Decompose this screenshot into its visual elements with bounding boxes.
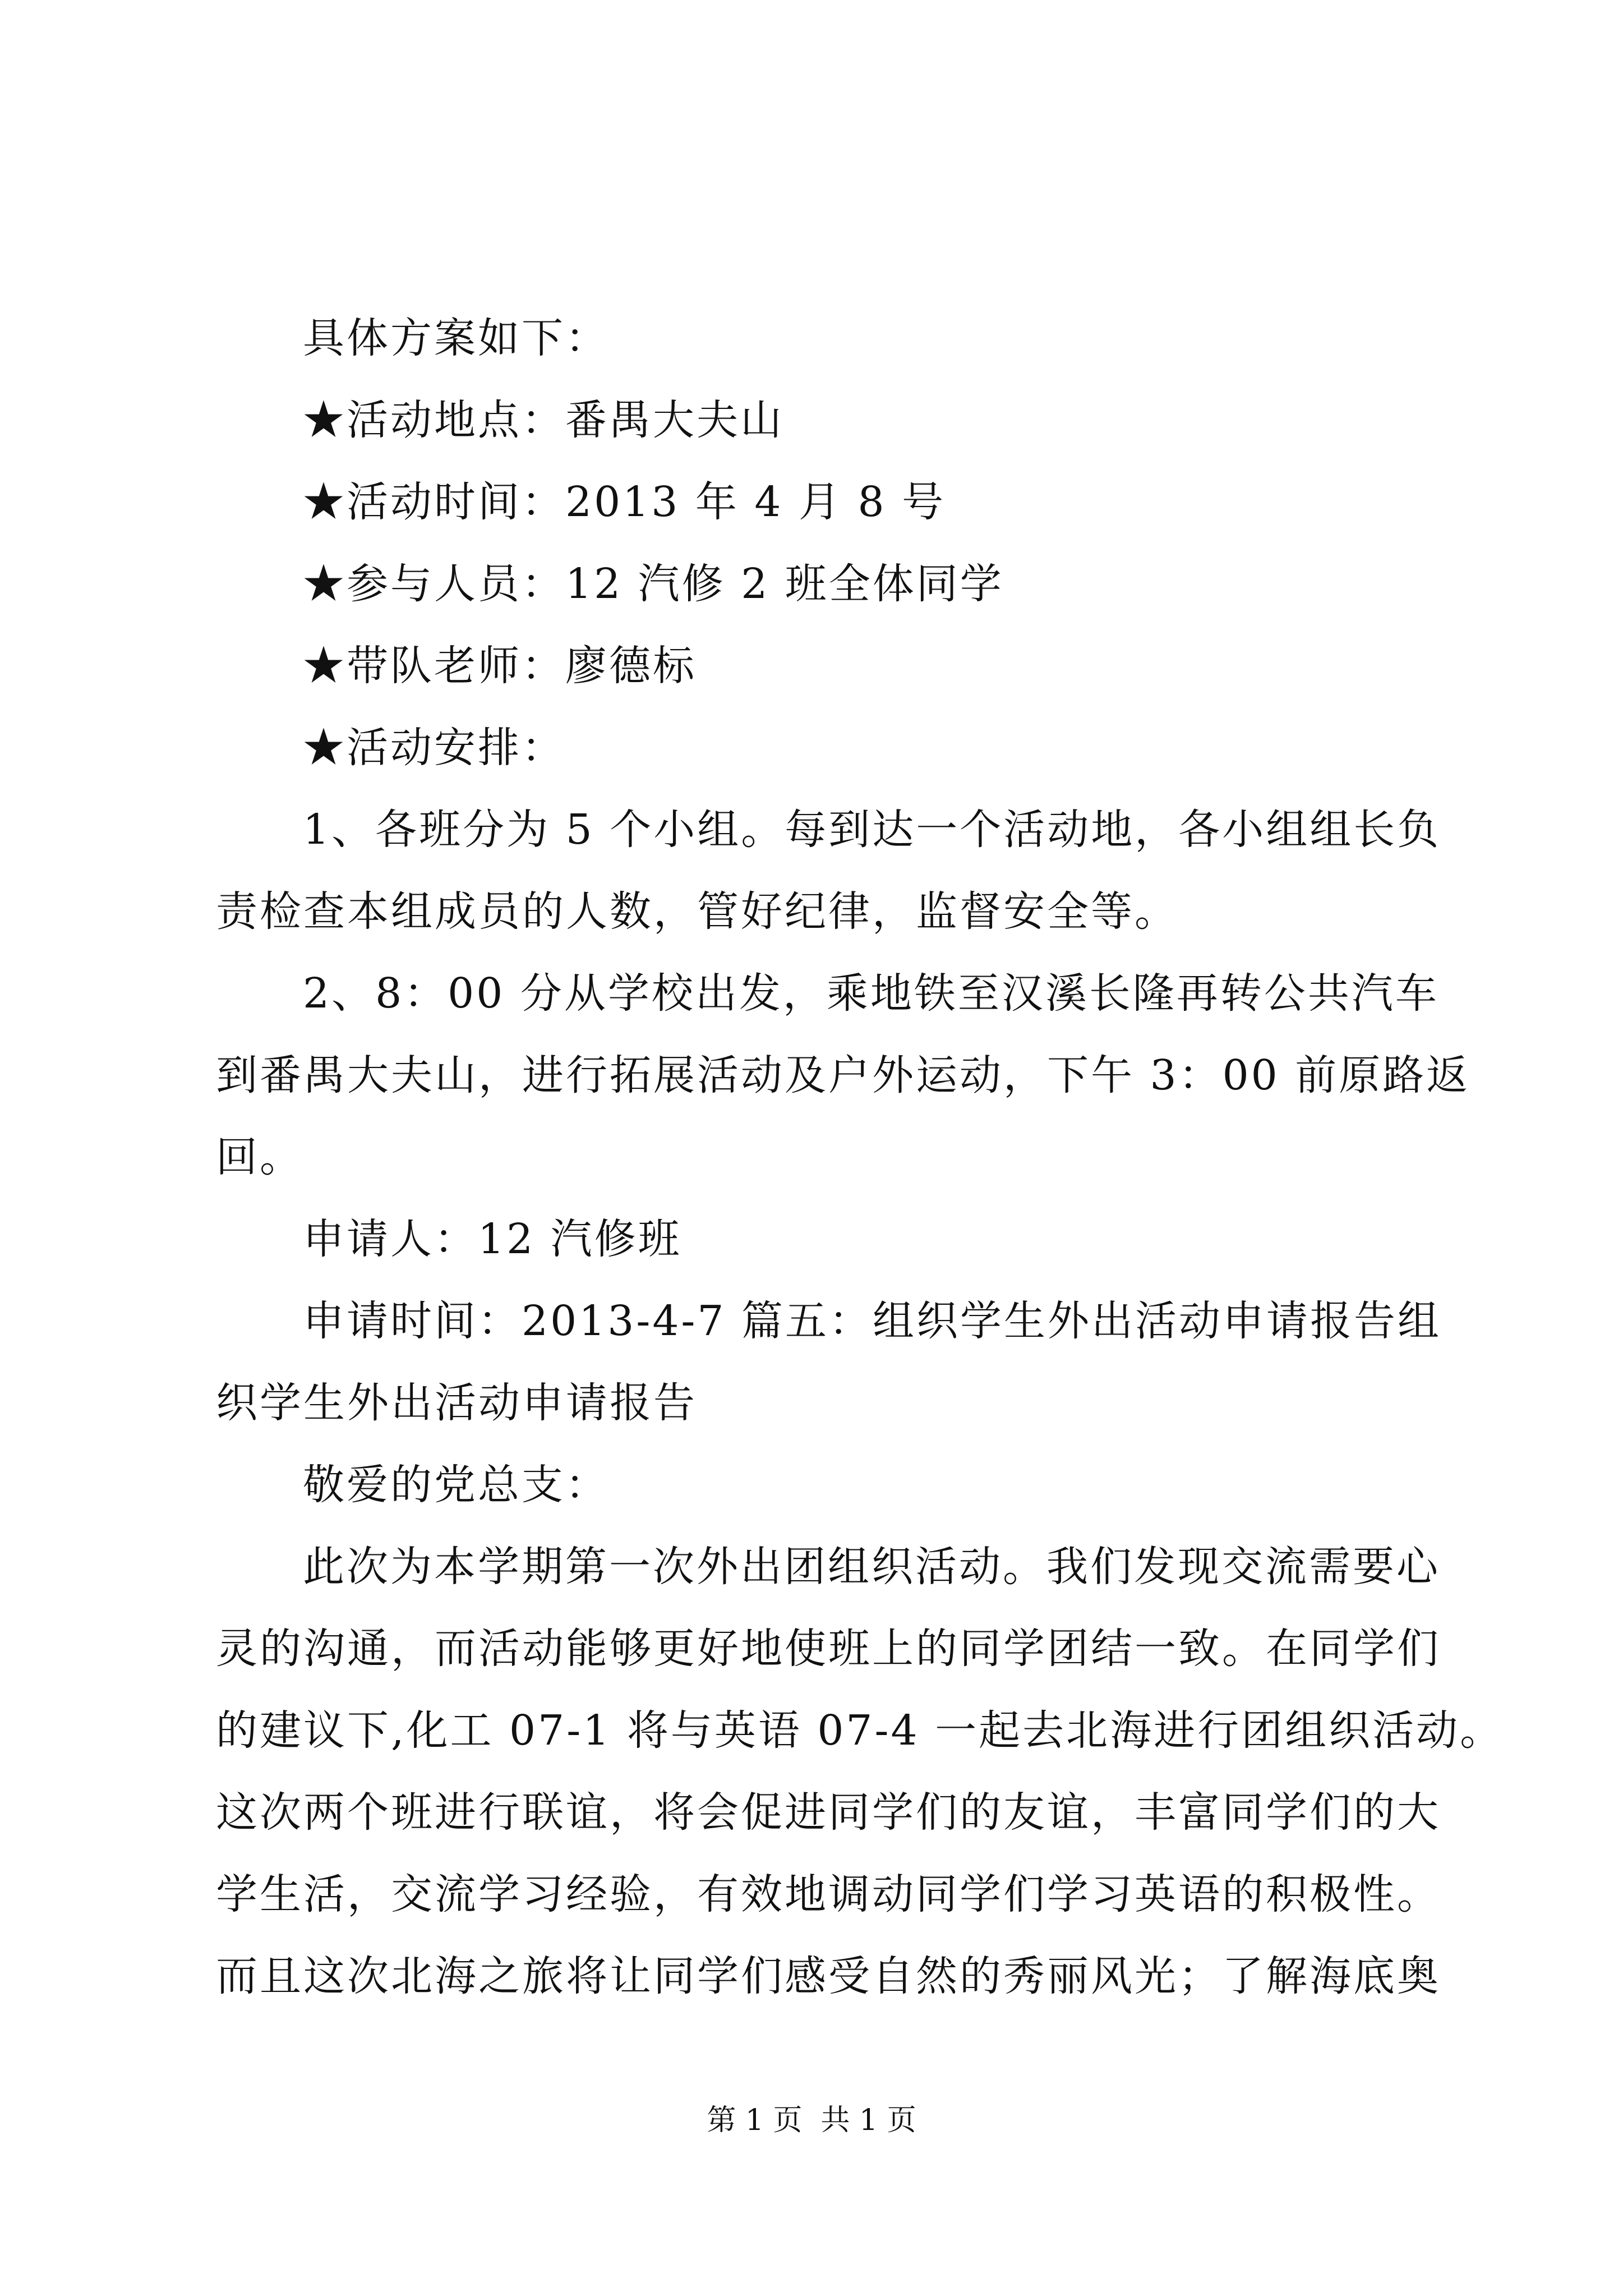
document-body [216,297,1504,2017]
page-footer: 第 1 页 共 1 页 [707,2104,916,2137]
text-line: 责检查本组成员的人数，管好纪律，监督安全等。 [216,887,1178,936]
text-line: 学生活，交流学习经验，有效地调动同学们学习英语的积极性。 [216,1870,1441,1918]
text-line: 而且这次北海之旅将让同学们感受自然的秀丽风光；了解海底奥 [216,1952,1441,2000]
text-line: 回。 [216,1133,303,1181]
text-line: ★活动地点：番禺大夫山 [303,396,784,444]
text-line: 这次两个班进行联谊，将会促进同学们的友谊，丰富同学们的大 [216,1788,1441,1837]
text-line: ★带队老师：廖德标 [303,642,697,690]
text-line: ★参与人员：12 汽修 2 班全体同学 [303,560,1004,608]
text-line: 此次为本学期第一次外出团组织活动。我们发现交流需要心 [303,1543,1440,1591]
text-line: 敬爱的党总支： [303,1461,609,1509]
text-line: 具体方案如下： [303,314,609,362]
text-line: ★活动时间：2013 年 4 月 8 号 [303,478,946,526]
text-line: 灵的沟通，而活动能够更好地使班上的同学团结一致。在同学们 [216,1625,1441,1673]
text-line: 织学生外出活动申请报告 [216,1379,697,1427]
text-line: 申请时间：2013-4-7 篇五：组织学生外出活动申请报告组 [303,1297,1442,1345]
text-line: 申请人：12 汽修班 [303,1215,682,1263]
text-line: 1、各班分为 5 个小组。每到达一个活动地，各小组组长负 [303,806,1441,854]
text-line: 到番禺大夫山，进行拓展活动及户外运动，下午 3：00 前原路返 [216,1051,1470,1099]
text-line: 的建议下,化工 07-1 将与英语 07-4 一起去北海进行团组织活动。 [216,1706,1504,1755]
text-line: ★活动安排： [303,724,565,772]
text-line: 2、8：00 分从学校出发，乘地铁至汉溪长隆再转公共汽车 [303,969,1439,1018]
